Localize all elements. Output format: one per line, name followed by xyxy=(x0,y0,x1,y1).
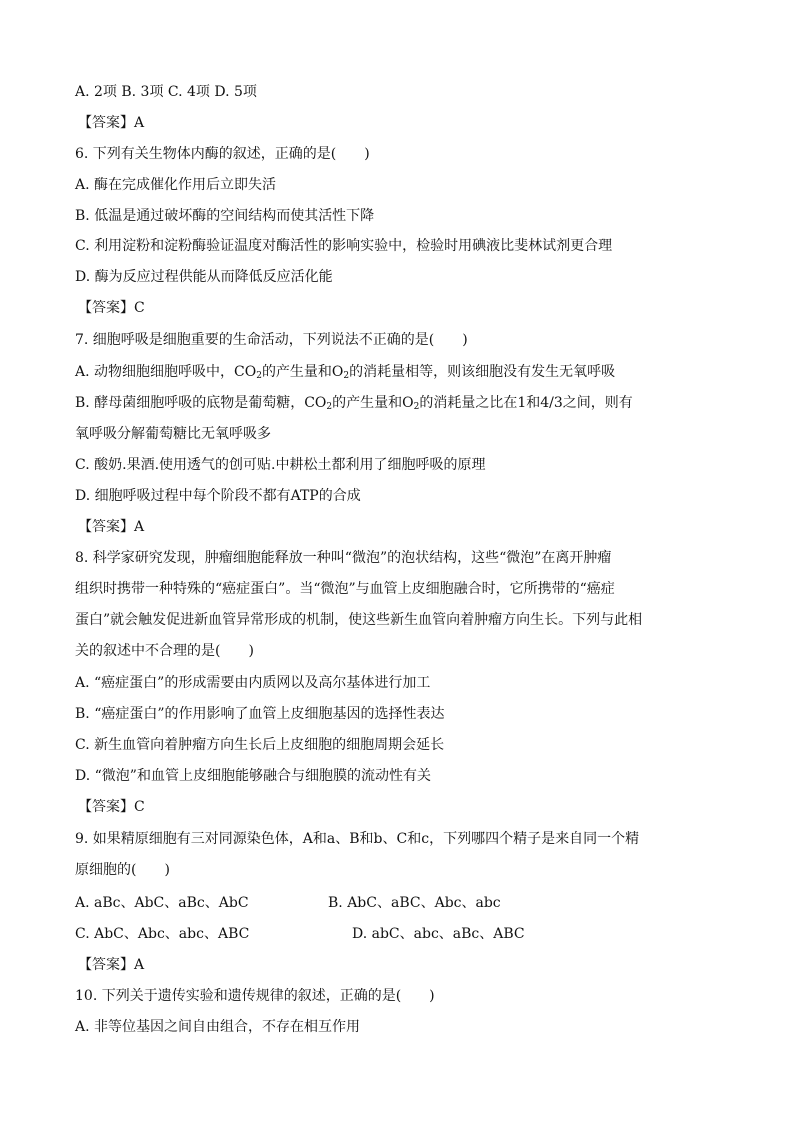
question-8-answer: 【答案】C xyxy=(78,799,145,815)
question-7-option-d: D. 细胞呼吸过程中每个阶段不都有ATP的合成 xyxy=(75,488,361,504)
option-b-text: 的消耗量之比在1和4/3之间，则有 xyxy=(419,395,633,411)
question-7-stem: 7. 细胞呼吸是细胞重要的生命活动，下列说法不正确的是( ) xyxy=(75,332,468,348)
question-6-stem: 6. 下列有关生物体内酶的叙述，正确的是( ) xyxy=(75,146,370,162)
question-8-option-d: D. “微泡”和血管上皮细胞能够融合与细胞膜的流动性有关 xyxy=(75,768,431,784)
question-9-option-c: C. AbC、Abc、abc、ABC xyxy=(75,926,250,942)
question-9-option-a: A. aBc、AbC、aBc、AbC xyxy=(75,895,249,911)
question-7-option-b xyxy=(75,393,633,413)
question-8-option-c: C. 新生血管向着肿瘤方向生长后上皮细胞的细胞周期会延长 xyxy=(75,737,445,753)
question-7-option-a xyxy=(75,362,615,382)
subscript: 2 xyxy=(326,402,333,412)
question-8-stem-line-2: 组织时携带一种特殊的“癌症蛋白”。当“微泡”与血管上皮细胞融合时，它所携带的“癌症 xyxy=(75,581,615,597)
question-9-option-b: B. AbC、aBC、Abc、abc xyxy=(328,895,501,911)
question-6-option-b: B. 低温是通过破坏酶的空间结构而使其活性下降 xyxy=(75,208,375,224)
question-8-stem-line-1: 8. 科学家研究发现，肿瘤细胞能释放一种叫“微泡”的泡状结构，这些“微泡”在离开肿瘤 xyxy=(75,550,612,566)
question-10-option-a: A. 非等位基因之间自由组合，不存在相互作用 xyxy=(75,1019,361,1035)
question-8-option-b: B. “癌症蛋白”的作用影响了血管上皮细胞基因的选择性表达 xyxy=(75,706,445,722)
question-5-options: A. 2项 B. 3项 C. 4项 D. 5项 xyxy=(75,84,257,100)
option-a-text: 的消耗量相等，则该细胞没有发生无氧呼吸 xyxy=(349,364,616,380)
question-8-stem-line-3: 蛋白”就会触发促进新血管异常形成的机制，使这些新生血管向着肿瘤方向生长。下列与此相 xyxy=(75,612,643,628)
question-6-answer: 【答案】C xyxy=(78,300,145,316)
question-5-answer: 【答案】A xyxy=(78,115,145,131)
option-b-text: B. 酵母菌细胞呼吸的底物是葡萄糖，CO xyxy=(75,395,327,411)
question-7-option-c: C. 酸奶.果酒.使用透气的创可贴.中耕松土都利用了细胞呼吸的原理 xyxy=(75,457,486,473)
subscript: 2 xyxy=(413,402,420,412)
question-6-option-a: A. 酶在完成催化作用后立即失活 xyxy=(75,177,277,193)
option-a-text: 的产生量和O xyxy=(261,364,344,380)
question-6-option-c: C. 利用淀粉和淀粉酶验证温度对酶活性的影响实验中，检验时用碘液比斐林试剂更合理 xyxy=(75,238,613,254)
question-8-option-a: A. “癌症蛋白”的形成需要由内质网以及高尔基体进行加工 xyxy=(75,675,431,691)
question-8-stem-line-4: 关的叙述中不合理的是( ) xyxy=(75,643,254,659)
question-9-answer: 【答案】A xyxy=(78,957,145,973)
question-6-option-d: D. 酶为反应过程供能从而降低反应活化能 xyxy=(75,269,333,285)
question-9-stem-line-2: 原细胞的( ) xyxy=(75,862,170,878)
question-7-option-b-continued: 氧呼吸分解葡萄糖比无氧呼吸多 xyxy=(75,426,271,442)
subscript: 2 xyxy=(256,371,262,381)
option-b-text: 的产生量和O xyxy=(332,395,414,411)
question-10-stem: 10. 下列关于遗传实验和遗传规律的叙述，正确的是( ) xyxy=(75,988,435,1004)
question-9-option-d: D. abC、abc、aBc、ABC xyxy=(352,926,525,942)
option-a-text: A. 动物细胞细胞呼吸中，CO xyxy=(75,364,257,380)
subscript: 2 xyxy=(343,371,350,381)
question-9-stem-line-1: 9. 如果精原细胞有三对同源染色体，A和a、B和b、C和c，下列哪四个精子是来自同一个精 xyxy=(75,831,640,847)
question-7-answer: 【答案】A xyxy=(78,519,145,535)
